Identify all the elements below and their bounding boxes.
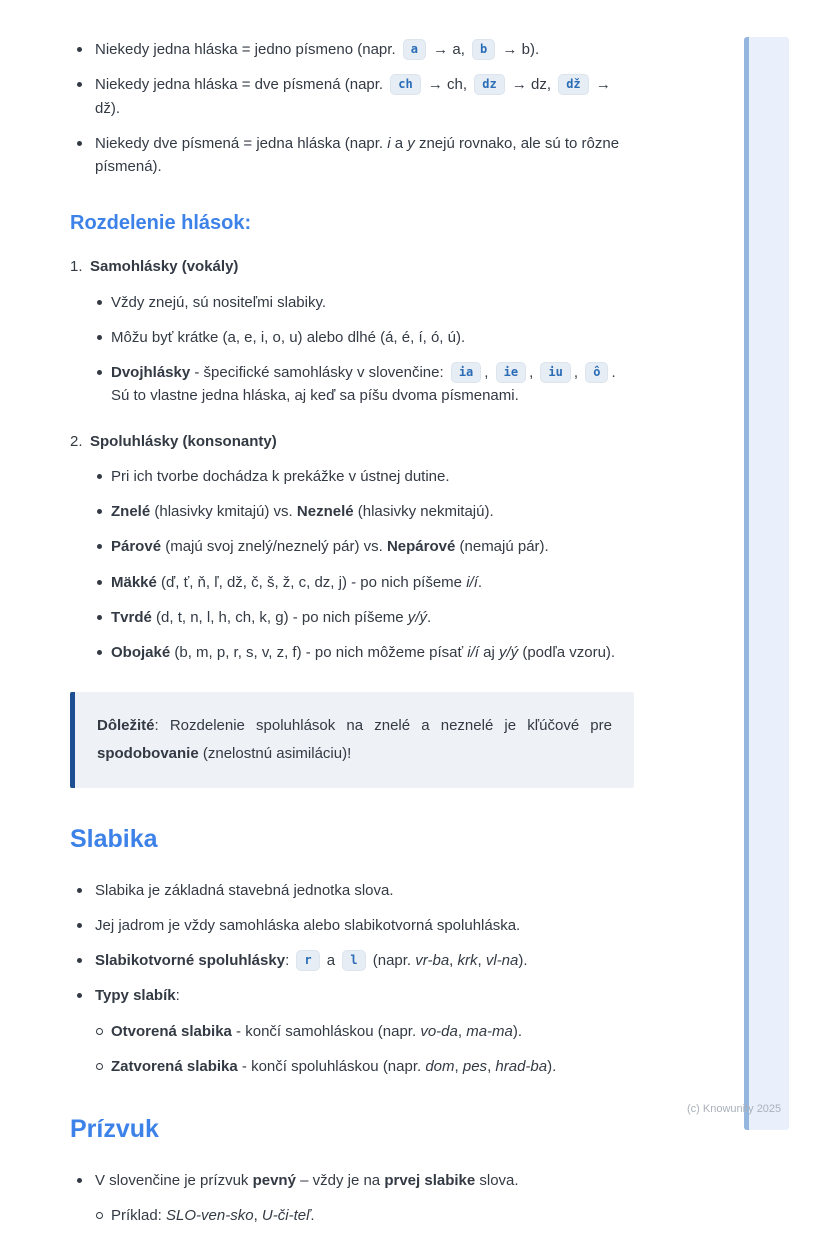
text-segment: Obojaké: [111, 644, 171, 661]
code-chip: iu: [540, 362, 570, 383]
text-segment: ,: [487, 1057, 496, 1075]
code-chip: dž: [558, 74, 588, 95]
text-segment: ).: [512, 1022, 523, 1040]
text-segment: pes: [462, 1057, 488, 1075]
text-segment: . Sú to vlastne jedna hláska, aj keď sa píšu dvoma písmenami.: [111, 364, 616, 405]
text-segment: SLO-ven-sko: [166, 1207, 254, 1224]
ordered-item-title: [90, 258, 238, 275]
text-segment: Príklad:: [111, 1207, 167, 1224]
text-segment: → dz,: [507, 76, 556, 94]
text-segment: Otvorená slabika: [111, 1022, 232, 1040]
text-segment: ,: [529, 364, 538, 381]
ordered-item-spoluhlasky: [70, 430, 634, 665]
watermark: (c) Knowunity 2025: [687, 1103, 782, 1115]
text-segment: Nepárové: [386, 538, 456, 556]
text-segment: .: [477, 573, 483, 591]
list-item: [90, 500, 634, 523]
text-segment: ).: [547, 1057, 557, 1075]
text-segment: (znelostnú asimiláciu)!: [198, 745, 352, 762]
code-chip: ie: [496, 362, 526, 383]
spoluhlasky-sublist: [90, 465, 634, 665]
text-segment: krk: [457, 952, 478, 969]
list-item: [90, 606, 634, 629]
text-segment: ).: [518, 952, 528, 969]
text-segment: aj: [478, 644, 499, 661]
text-segment: ,: [454, 1057, 463, 1075]
text-segment: Vždy znejú, sú nositeľmi slabiky.: [111, 293, 327, 311]
code-chip: ô: [585, 362, 608, 383]
text-segment: ,: [477, 952, 486, 969]
text-segment: - končí spoluhláskou (napr.: [237, 1057, 426, 1075]
code-chip: dz: [474, 74, 504, 95]
text-segment: (ď, ť, ň, ľ, dž, č, š, ž, c, dz, j) - po nich píšeme: [156, 573, 467, 591]
list-item-text: [95, 1172, 519, 1189]
text-segment: a: [322, 952, 340, 969]
text-segment: ,: [573, 364, 583, 381]
code-chip: b: [472, 39, 495, 60]
list-item: [90, 465, 634, 488]
code-chip: ch: [390, 74, 420, 95]
list-item: [70, 132, 634, 179]
list-item: [90, 361, 634, 408]
list-item: [70, 879, 634, 902]
list-item: [70, 73, 634, 120]
text-segment: i/í: [467, 644, 479, 661]
text-segment: Jej jadrom je vždy samohláska alebo slabikotvorná spoluhláska.: [95, 916, 521, 934]
list-item: [70, 984, 634, 1078]
samohlasky-sublist: [90, 291, 634, 408]
text-segment: :: [285, 952, 294, 969]
text-segment: Niekedy dve písmená = jedna hláska (napr.: [95, 134, 388, 152]
list-item: [90, 291, 634, 314]
list-item: [70, 38, 634, 61]
text-segment: .: [310, 1207, 315, 1224]
typy-slabik-sublist: [95, 1020, 634, 1079]
code-chip: a: [403, 39, 426, 60]
text-segment: (d, t, n, l, h, ch, k, g) - po nich píšeme: [151, 608, 408, 626]
list-item: [90, 535, 634, 558]
text-segment: (hlasivky kmitajú) vs.: [150, 503, 297, 520]
scrollbar-track[interactable]: [744, 37, 789, 1130]
text-segment: (podľa vzoru).: [518, 644, 616, 661]
text-segment: .: [426, 608, 432, 626]
text-segment: U-či-teľ: [261, 1207, 311, 1224]
list-item: [70, 949, 634, 972]
ordered-item-samohlasky: [70, 255, 634, 407]
text-segment: – vždy je na: [295, 1171, 385, 1189]
text-segment: znejú rovnako, ale sú to rôzne písmená).: [95, 134, 620, 175]
code-chip: ia: [451, 362, 481, 383]
text-segment: Mäkké: [111, 573, 157, 591]
slabika-list: [70, 879, 634, 1079]
text-segment: Slabika je základná stavebná jednotka slova.: [95, 881, 394, 899]
ordered-item-title: [90, 433, 277, 450]
text-segment: → ch,: [423, 76, 472, 94]
list-item: [90, 571, 634, 594]
text-segment: Niekedy jedna hláska = jedno písmeno (napr.: [95, 41, 400, 58]
text-segment: Pri ich tvorbe dochádza k prekážke v ústnej dutine.: [111, 467, 450, 485]
text-segment: pevný: [252, 1171, 296, 1189]
text-segment: spodobovanie: [97, 745, 199, 762]
text-segment: y: [407, 134, 415, 152]
code-chip: l: [342, 950, 365, 971]
text-segment: (b, m, p, r, s, v, z, f) - po nich môžeme písať: [170, 644, 468, 661]
list-item: [90, 326, 634, 349]
text-segment: ,: [484, 364, 493, 381]
text-segment: Dvojhlásky: [111, 364, 191, 381]
list-number: 1.: [70, 258, 83, 276]
prizvuk-sublist: [95, 1204, 634, 1227]
code-chip: r: [296, 950, 319, 971]
text-segment: → dž).: [95, 76, 611, 117]
text-segment: Niekedy jedna hláska = dve písmená (napr.: [95, 76, 388, 94]
text-segment: vl-na: [485, 952, 519, 969]
text-segment: Spoluhlásky (konsonanty): [90, 432, 277, 450]
text-segment: ma-ma: [466, 1022, 513, 1040]
section-heading-rozdelenie: Rozdelenie hlások:: [70, 212, 252, 235]
list-item: [95, 1204, 634, 1227]
text-segment: Znelé: [111, 503, 151, 520]
section-heading-prizvuk: Prízvuk: [70, 1115, 159, 1143]
list-item-text: [95, 987, 180, 1004]
text-segment: Môžu byť krátke (a, e, i, o, u) alebo dlhé (á, é, í, ó, ú).: [111, 328, 466, 346]
intro-list: [70, 38, 634, 178]
text-segment: Slabikotvorné spoluhlásky: [95, 952, 286, 969]
text-segment: Typy slabík: [95, 987, 176, 1005]
text-segment: dom: [425, 1057, 455, 1075]
text-segment: Zatvorená slabika: [111, 1057, 238, 1075]
section-heading-slabika: Slabika: [70, 824, 158, 853]
callout-text: [97, 717, 612, 762]
text-segment: hrad-ba: [495, 1057, 548, 1075]
text-segment: ,: [449, 952, 458, 969]
text-segment: y/ý: [407, 608, 427, 626]
text-segment: Neznelé: [296, 503, 354, 520]
document-content: [70, 26, 634, 1239]
text-segment: Samohlásky (vokály): [90, 258, 239, 276]
text-segment: prvej slabike: [384, 1171, 476, 1189]
list-item: [70, 1169, 634, 1228]
text-segment: (napr.: [368, 952, 416, 969]
text-segment: → a,: [429, 41, 470, 58]
text-segment: Párové: [111, 538, 162, 556]
text-segment: y/ý: [498, 644, 519, 661]
text-segment: (nemajú pár).: [455, 538, 549, 556]
text-segment: - špecifické samohlásky v slovenčine:: [190, 364, 448, 381]
text-segment: :: [175, 987, 180, 1005]
prizvuk-list: [70, 1169, 634, 1228]
text-segment: - končí samohláskou (napr.: [231, 1022, 421, 1040]
text-segment: ,: [457, 1022, 467, 1040]
text-segment: a: [390, 134, 408, 152]
text-segment: : Rozdelenie spoluhlások na znelé a neznelé je kľúčové pre: [154, 717, 612, 735]
important-callout: [70, 692, 634, 788]
text-segment: vr-ba: [415, 952, 450, 969]
list-item: [70, 914, 634, 937]
text-segment: Dôležité: [97, 717, 155, 735]
text-segment: (hlasivky nekmitajú).: [353, 503, 494, 520]
text-segment: → b).: [498, 41, 540, 58]
list-item: [90, 641, 634, 664]
list-item: [95, 1055, 634, 1078]
hlasky-ordered-list: [70, 255, 634, 664]
text-segment: i: [387, 134, 391, 152]
text-segment: ,: [253, 1207, 262, 1224]
list-number: 2.: [70, 432, 83, 450]
text-segment: slova.: [475, 1171, 519, 1189]
text-segment: vo-da: [420, 1022, 458, 1040]
text-segment: V slovenčine je prízvuk: [95, 1171, 253, 1189]
list-item: [95, 1020, 634, 1043]
text-segment: i/í: [466, 573, 478, 591]
text-segment: (majú svoj znelý/neznelý pár) vs.: [161, 538, 387, 556]
text-segment: Tvrdé: [111, 608, 152, 626]
